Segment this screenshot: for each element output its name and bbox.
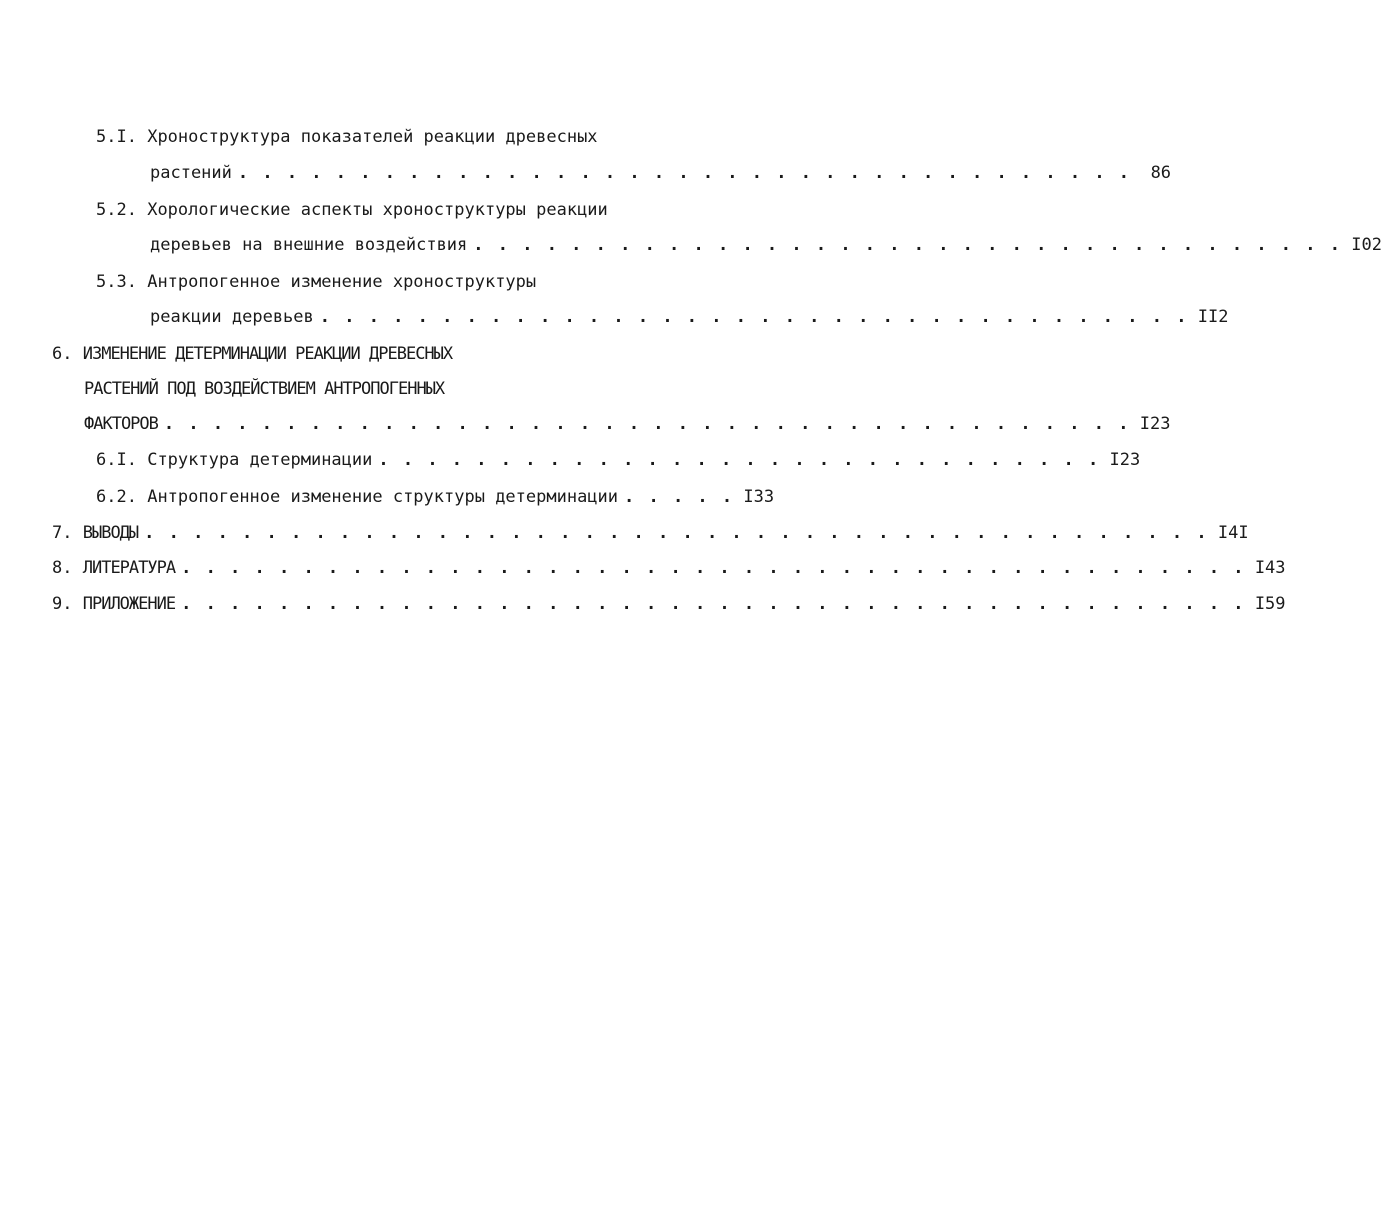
toc-page-number: I43 — [1254, 558, 1286, 578]
toc-number: 9. — [52, 594, 73, 614]
toc-entry-5-3-line1 — [96, 269, 536, 295]
dot-leader: . . . . . . . . . . . . . . . . . . . . . . . . . . . . . . . . . . . . — [473, 235, 1342, 255]
dot-leader: . . . . . . . . . . . . . . . . . . . . . . . . . . . . . . . . . . . . . . . . . . . . — [144, 523, 1209, 543]
toc-entry-5-3-line2 — [150, 304, 1229, 330]
dot-leader: . . . . . . . . . . . . . . . . . . . . . . . . . . . . . . . . . . . . . . . . . . . . — [181, 594, 1246, 614]
toc-number: 6.2. — [96, 487, 137, 507]
toc-title: ЛИТЕРАТУРА — [82, 558, 176, 578]
toc-title-continued: ФАКТОРОВ — [84, 414, 158, 434]
toc-entry-5-1-line2 — [150, 160, 1172, 186]
toc-number: 7. — [52, 523, 73, 543]
toc-entry-6-line3 — [84, 411, 1171, 437]
toc-page-number: I59 — [1254, 594, 1286, 614]
dot-leader: . . . . . . . . . . . . . . . . . . . . . . . . . . . . . . — [378, 450, 1101, 470]
toc-title: Антропогенное изменение структуры детерминации — [147, 487, 619, 507]
toc-entry-9 — [52, 591, 1286, 617]
dot-leader: . . . . . . . . . . . . . . . . . . . . . . . . . . . . . . . . . . . . . . . . — [163, 414, 1131, 434]
toc-title: ИЗМЕНЕНИЕ ДЕТЕРМИНАЦИИ РЕАКЦИИ ДРЕВЕСНЫХ — [82, 344, 453, 364]
toc-page-number: I23 — [1109, 450, 1141, 470]
toc-number: 6.I. — [96, 450, 137, 470]
toc-number: 5.3. — [96, 272, 137, 292]
toc-entry-5-2-line1 — [96, 197, 608, 223]
toc-title-continued: деревьев на внешние воздействия — [150, 235, 468, 255]
dot-leader: . . . . . . . . . . . . . . . . . . . . . . . . . . . . . . . . . . . . . — [237, 163, 1132, 183]
toc-title-continued: реакции деревьев — [150, 307, 314, 327]
dot-leader: . . . . . — [624, 487, 735, 507]
toc-page-number: 86 — [1150, 163, 1172, 183]
toc-entry-6-line2 — [84, 376, 444, 402]
toc-number: 5.2. — [96, 200, 137, 220]
toc-number: 8. — [52, 558, 73, 578]
toc-title-continued: растений — [150, 163, 232, 183]
toc-page-number: II2 — [1197, 307, 1229, 327]
toc-title: Антропогенное изменение хроноструктуры — [147, 272, 537, 292]
toc-title: ПРИЛОЖЕНИЕ — [82, 594, 176, 614]
toc-entry-7 — [52, 520, 1249, 546]
toc-page-number: I02 — [1351, 235, 1382, 255]
dot-leader: . . . . . . . . . . . . . . . . . . . . . . . . . . . . . . . . . . . . — [319, 307, 1189, 327]
toc-title: Структура детерминации — [147, 450, 373, 470]
toc-title: ВЫВОДЫ — [82, 523, 139, 543]
toc-entry-6-1 — [96, 447, 1141, 473]
toc-page-number: I33 — [743, 487, 775, 507]
toc-entry-6-line1 — [52, 341, 452, 367]
toc-title-continued: РАСТЕНИЙ ПОД ВОЗДЕЙСТВИЕМ АНТРОПОГЕННЫХ — [84, 379, 445, 399]
toc-number: 5.I. — [96, 127, 137, 147]
toc-page-number: I4I — [1217, 523, 1249, 543]
dot-leader: . . . . . . . . . . . . . . . . . . . . . . . . . . . . . . . . . . . . . . . . . . . . — [181, 558, 1246, 578]
toc-entry-6-2 — [96, 484, 775, 510]
toc-entry-8 — [52, 555, 1286, 581]
toc-number: 6. — [52, 344, 73, 364]
toc-title: Хроноструктура показателей реакции древесных — [147, 127, 598, 147]
toc-page-number: I23 — [1139, 414, 1171, 434]
toc-entry-5-1-line1 — [96, 124, 598, 150]
toc-entry-5-2-line2 — [150, 232, 1382, 258]
toc-title: Хорологические аспекты хроноструктуры реакции — [147, 200, 608, 220]
